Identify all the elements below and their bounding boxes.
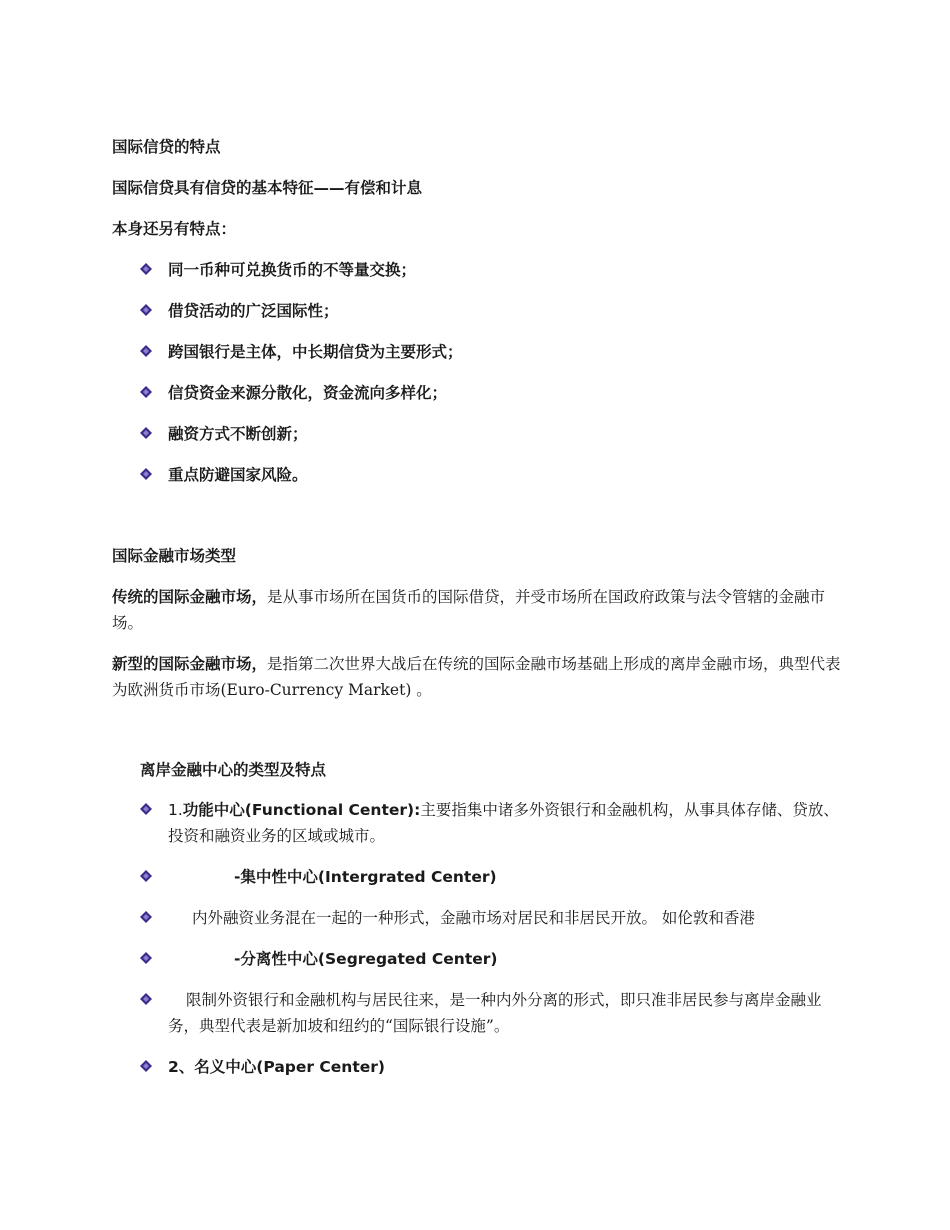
credit-feature-line: 国际信贷具有信贷的基本特征——有偿和计息 xyxy=(112,179,423,197)
traditional-market-term: 传统的国际金融市场， xyxy=(112,588,268,606)
section-heading-credit: 国际信贷的特点 xyxy=(112,138,221,156)
integrated-center-desc: 内外融资业务混在一起的一种形式，金融市场对居民和非居民开放。 如伦敦和香港 xyxy=(192,909,755,927)
credit-bullet-3: 跨国银行是主体，中长期信贷为主要形式； xyxy=(168,343,463,361)
credit-bullet-2: 借贷活动的广泛国际性； xyxy=(168,302,339,320)
diamond-bullet-icon xyxy=(140,263,152,275)
traditional-market-text: 是从事市场所在国货币的国际借贷，并受市场所在国政府政策与法令管辖的金融市场。 xyxy=(112,588,826,632)
functional-center-number: 1. xyxy=(168,801,183,819)
segregated-center-item: -分离性中心(Segregated Center) xyxy=(234,950,498,968)
diamond-bullet-icon xyxy=(140,427,152,439)
diamond-bullet-icon xyxy=(140,803,152,815)
diamond-bullet-icon xyxy=(140,952,152,964)
functional-center-term: 功能中心(Functional Center): xyxy=(182,801,421,819)
new-market-term: 新型的国际金融市场， xyxy=(112,655,268,673)
diamond-bullet-icon xyxy=(140,468,152,480)
integrated-center-item: -集中性中心(Intergrated Center) xyxy=(234,868,497,886)
diamond-bullet-icon xyxy=(140,870,152,882)
diamond-bullet-icon xyxy=(140,386,152,398)
functional-center-item xyxy=(168,797,848,849)
new-market-text: 是指第二次世界大战后在传统的国际金融市场基础上形成的离岸金融市场，典型代表为欧洲货币市场(Euro-Currency Market) 。 xyxy=(112,655,841,699)
paper-center-item: 2、名义中心(Paper Center) xyxy=(168,1058,385,1076)
credit-bullet-1: 同一币种可兑换货币的不等量交换； xyxy=(168,261,417,279)
diamond-bullet-icon xyxy=(140,304,152,316)
diamond-bullet-icon xyxy=(140,1060,152,1072)
section-heading-offshore: 离岸金融中心的类型及特点 xyxy=(140,761,327,779)
credit-bullet-5: 融资方式不断创新； xyxy=(168,425,308,443)
segregated-center-desc: 限制外资银行和金融机构与居民往来，是一种内外分离的形式，即只准非居民参与离岸金融业务，典型代表是新加坡和纽约的“国际银行设施”。 xyxy=(168,991,822,1035)
new-market-paragraph xyxy=(112,651,842,703)
diamond-bullet-icon xyxy=(140,993,152,1005)
diamond-bullet-icon xyxy=(140,911,152,923)
functional-center-text: 主要指集中诸多外资银行和金融机构，从事具体存储、贷放、投资和融资业务的区域或城市。 xyxy=(168,801,839,845)
credit-bullet-4: 信贷资金来源分散化，资金流向多样化； xyxy=(168,384,448,402)
diamond-bullet-icon xyxy=(140,345,152,357)
credit-extra-line: 本身还另有特点： xyxy=(112,220,237,238)
credit-bullet-6: 重点防避国家风险。 xyxy=(168,466,308,484)
traditional-market-paragraph xyxy=(112,584,842,636)
section-heading-market: 国际金融市场类型 xyxy=(112,547,237,565)
